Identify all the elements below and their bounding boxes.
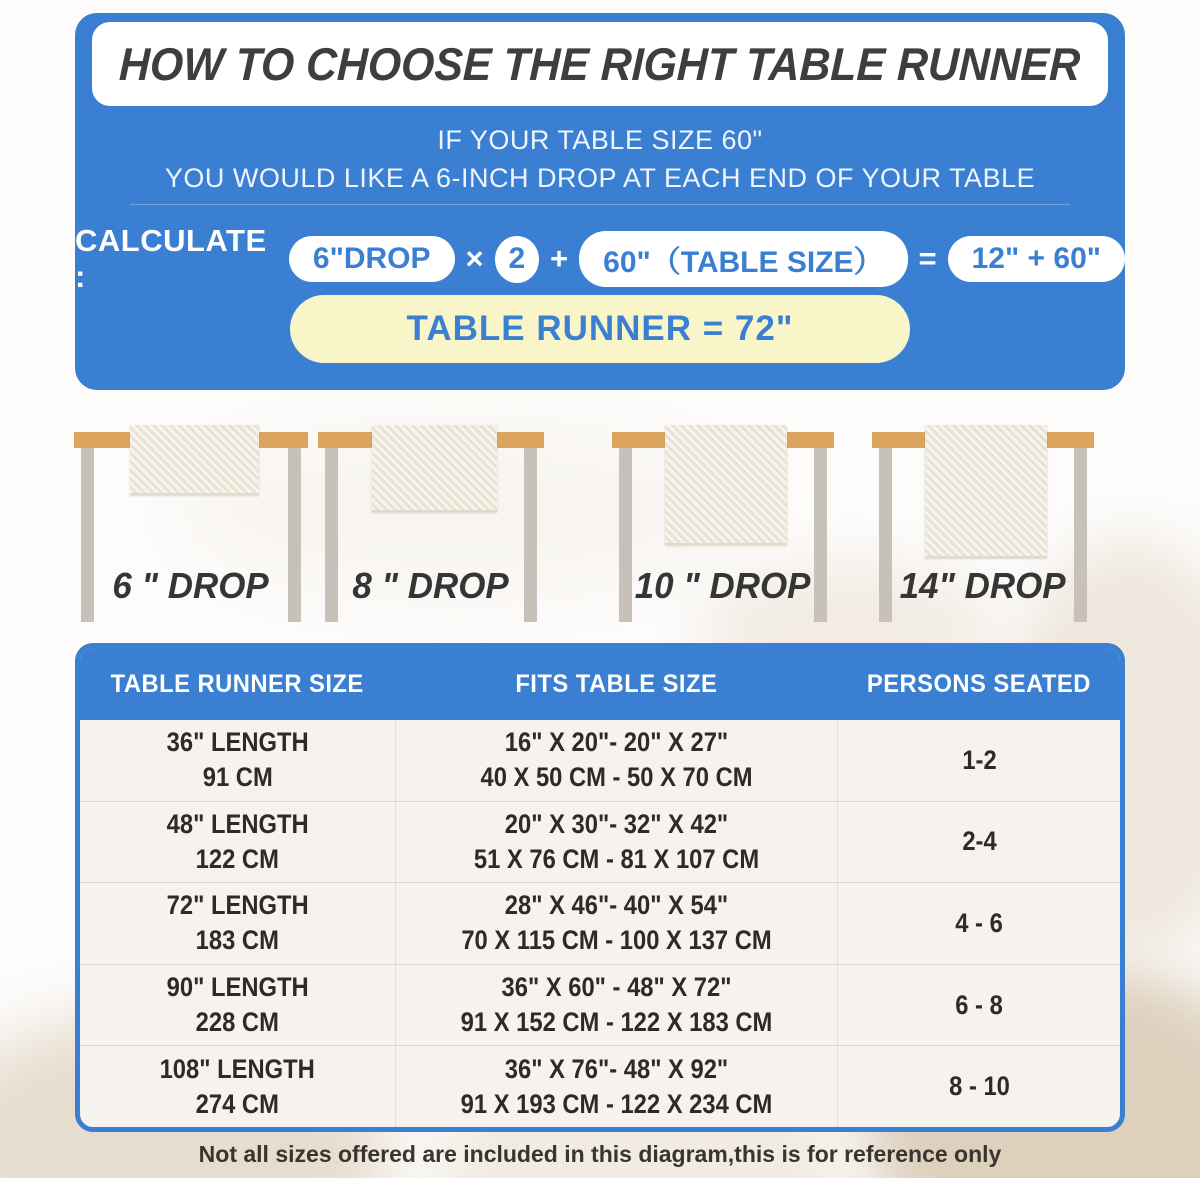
drop-value-pill: 6"DROP (289, 236, 455, 282)
table-row (80, 720, 1120, 801)
fits-size-cell: 16" X 20"- 20" X 27" 40 X 50 CM - 50 X 70 CM (395, 720, 838, 801)
fits-size-cell: 36" X 76"- 48" X 92" 91 X 193 CM - 122 X 234 CM (395, 1046, 838, 1127)
persons-cell: 1-2 (961, 744, 997, 775)
table-figure-6-drop (74, 425, 308, 627)
page-title: HOW TO CHOOSE THE RIGHT TABLE RUNNER (118, 38, 1082, 90)
column-header-fits-size: FITS TABLE SIZE (515, 669, 718, 698)
persons-cell: 4 - 6 (955, 907, 1003, 938)
fits-size-cell: 28" X 46"- 40" X 54" 70 X 115 CM - 100 X 137 CM (395, 883, 838, 964)
calculation-row (75, 223, 1125, 294)
table-runner (372, 425, 496, 512)
table-figure-10-drop (612, 425, 834, 627)
table-runner (665, 425, 787, 545)
table-row (80, 1045, 1120, 1127)
size-table-header (80, 648, 1120, 720)
runner-size-cell: 90" LENGTH 228 CM (166, 971, 309, 1038)
table-row (80, 964, 1120, 1046)
table-size-pill: 60"（TABLE SIZE） (579, 231, 907, 287)
size-table-panel (75, 643, 1125, 1132)
plus-sign: + (550, 241, 569, 276)
footer-note: Not all sizes offered are included in this diagram,this is for reference only (198, 1141, 1002, 1167)
table-row (80, 801, 1120, 883)
drop-label: 10 " DROP (635, 565, 811, 606)
fits-size-cell: 20" X 30"- 32" X 42" 51 X 76 CM - 81 X 107 CM (395, 802, 838, 883)
table-row (80, 882, 1120, 964)
table-figure-14-drop (872, 425, 1094, 627)
equals-sign: = (918, 241, 937, 276)
result-pill: TABLE RUNNER = 72" (290, 295, 910, 363)
runner-size-cell: 48" LENGTH 122 CM (166, 808, 309, 874)
calculate-label: CALCULATE : (75, 223, 267, 294)
sum-pill: 12" + 60" (948, 236, 1125, 282)
subtitle-line-1: IF YOUR TABLE SIZE 60" (437, 125, 763, 155)
title-card (92, 22, 1108, 106)
multiplier-badge: 2 (495, 236, 539, 283)
header-panel (75, 13, 1125, 390)
fits-size-cell: 36" X 60" - 48" X 72" 91 X 152 CM - 122 X 183 CM (395, 965, 838, 1046)
size-table-body (80, 720, 1120, 1127)
persons-cell: 6 - 8 (955, 989, 1003, 1020)
drop-label: 14" DROP (900, 565, 1066, 606)
drop-label: 8 " DROP (352, 565, 510, 606)
runner-size-cell: 36" LENGTH 91 CM (166, 727, 309, 793)
runner-size-cell: 72" LENGTH 183 CM (166, 890, 309, 956)
table-runner (130, 425, 259, 495)
multiply-sign: × (465, 241, 484, 276)
runner-size-cell: 108" LENGTH 274 CM (159, 1053, 316, 1119)
subtitle-line-2: YOU WOULD LIKE A 6-INCH DROP AT EACH END OF YOUR TABLE (164, 163, 1036, 193)
subtitle-divider (130, 204, 1070, 205)
persons-cell: 2-4 (961, 826, 997, 857)
drop-illustrations (0, 425, 1200, 627)
table-runner (925, 425, 1047, 558)
drop-label: 6 " DROP (112, 565, 270, 606)
column-header-runner-size: TABLE RUNNER SIZE (111, 669, 365, 698)
table-figure-8-drop (318, 425, 544, 627)
persons-cell: 8 - 10 (948, 1071, 1010, 1102)
column-header-persons: PERSONS SEATED (867, 669, 1092, 698)
